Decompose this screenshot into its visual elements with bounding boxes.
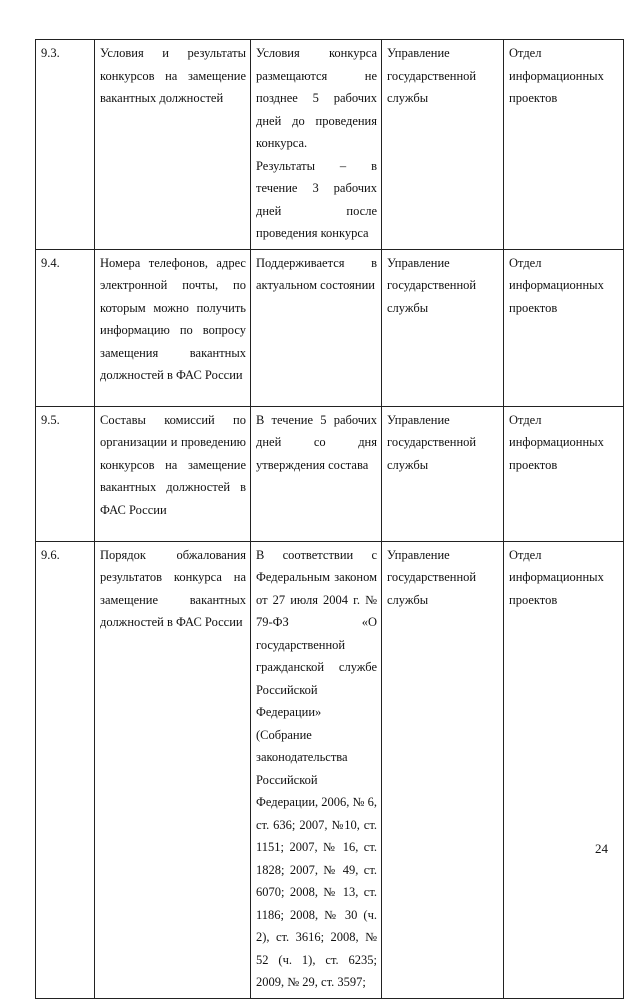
- executor-dept: Отдел информационных проектов: [504, 40, 624, 250]
- info-name: Порядок обжалования результатов конкурса на замещение вакантных должностей в ФАС России: [95, 541, 251, 998]
- executor-dept: Отдел информационных проектов: [504, 406, 624, 541]
- row-number: 9.4.: [36, 249, 95, 406]
- term-text: В соответствии с Федеральным законом от 27 июля 2004 г. № 79-ФЗ «О государственной гражданской службе Российской Федерации» (Собрание законодательства Российской Федерации, 2006, № 6, ст. 636; 2007, №10, ст. 1151; 2007, № 16, ст. 1828; 2007, № 49, ст. 6070; 2008, № 13, ст. 1186; 2008, № 30 (ч. 2), ст. 3616; 2008, № 52 (ч. 1), ст. 6235; 2009, № 29, ст. 3597;: [256, 547, 377, 989]
- responsible-dept: Управление государственной службы: [382, 40, 504, 250]
- responsible-dept: Управление государственной службы: [382, 541, 504, 998]
- table-row: [36, 40, 624, 250]
- info-name: Условия и результаты конкурсов на замещение вакантных должностей: [95, 40, 251, 250]
- term-text: В течение 5 рабочих дней со дня утверждения состава: [256, 412, 377, 472]
- row-number: 9.6.: [36, 541, 95, 998]
- table-row: [36, 406, 624, 541]
- term-cell: [251, 406, 382, 541]
- table-row: [36, 541, 624, 998]
- responsible-dept: Управление государственной службы: [382, 406, 504, 541]
- term-cell: [251, 249, 382, 406]
- term-text: Поддерживается в актуальном состоянии: [256, 255, 377, 292]
- row-number: 9.3.: [36, 40, 95, 250]
- page-number: 24: [595, 841, 608, 856]
- term-text: Условия конкурса размещаются не позднее 5 рабочих дней до проведения конкурса.: [256, 46, 377, 150]
- info-name: Номера телефонов, адрес электронной почты, по которым можно получить информацию по вопросу замещения вакантных должностей в ФАС России: [95, 249, 251, 406]
- info-name: Составы комиссий по организации и проведению конкурсов на замещение вакантных должностей в ФАС России: [95, 406, 251, 541]
- table-row: [36, 249, 624, 406]
- executor-dept: Отдел информационных проектов: [504, 541, 624, 998]
- term-text: Результаты – в течение 3 рабочих дней после проведения конкурса: [256, 158, 377, 240]
- term-cell: [251, 541, 382, 998]
- document-table: [35, 39, 624, 999]
- row-number: 9.5.: [36, 406, 95, 541]
- term-cell: [251, 40, 382, 250]
- executor-dept: Отдел информационных проектов: [504, 249, 624, 406]
- responsible-dept: Управление государственной службы: [382, 249, 504, 406]
